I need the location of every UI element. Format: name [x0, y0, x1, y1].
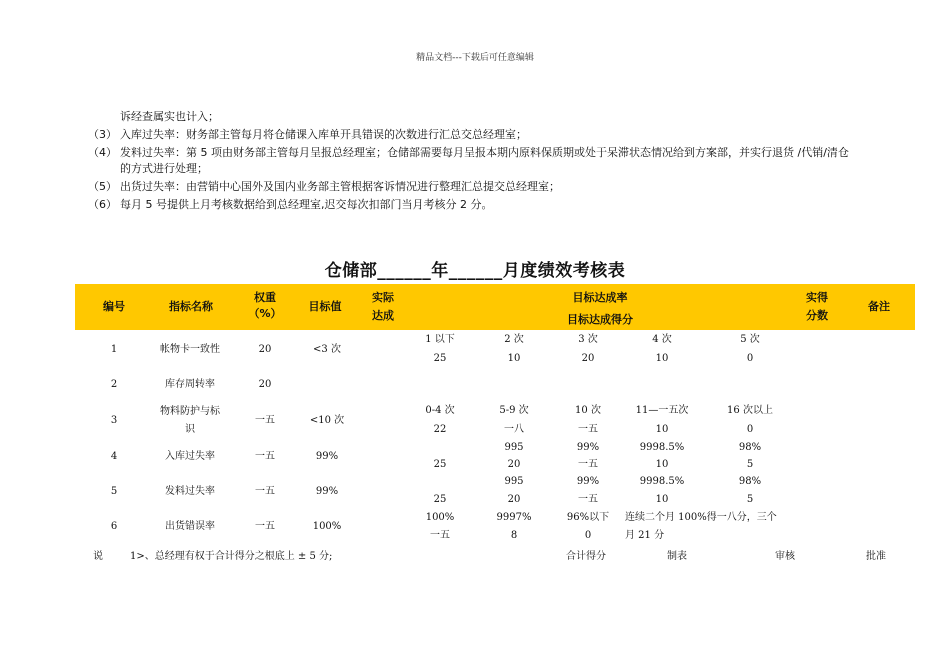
- rate-cell: 995: [504, 476, 524, 487]
- row-weight: 20: [258, 344, 272, 355]
- score-cell: 10: [655, 494, 669, 505]
- row-weight: 一五: [255, 415, 275, 426]
- footer-label: 说: [93, 551, 103, 562]
- col-name: 指标名称: [169, 300, 213, 313]
- rate-cell: 4 次: [652, 334, 672, 345]
- score-cell: 0: [746, 353, 754, 364]
- row-no: 3: [110, 415, 118, 426]
- col-actual: 实际: [372, 291, 394, 304]
- col-weight: 权重: [254, 291, 276, 304]
- paragraph-number: （4）: [88, 146, 117, 159]
- row-weight: 20: [258, 379, 272, 390]
- rate-cell: 995: [504, 442, 524, 453]
- col-weight-unit: （%）: [248, 307, 282, 320]
- footer-note: 1>、总经理有权于合计得分之根底上 ± 5 分;: [130, 551, 333, 562]
- row-weight: 一五: [255, 486, 275, 497]
- row-weight: 一五: [255, 521, 275, 532]
- paragraph-text: 诉经查属实也计入；: [120, 110, 219, 123]
- rate-cell: 96%以下: [566, 512, 610, 523]
- score-cell: 25: [433, 353, 447, 364]
- row-no: 1: [110, 344, 118, 355]
- score-cell: 10: [507, 353, 521, 364]
- row-name: 库存周转率: [165, 379, 215, 390]
- rate-cell: 2 次: [504, 334, 524, 345]
- paragraph-line: [88, 162, 208, 176]
- paragraph-line: [88, 110, 219, 124]
- row-name-2: 识: [185, 424, 195, 435]
- table-header: [75, 284, 915, 330]
- paragraph-text: 每月 5 号提供上月考核数据给到总经理室,迟交每次扣部门当月考核分 2 分。: [120, 198, 493, 211]
- rate-cell: 0-4 次: [425, 405, 455, 416]
- score-cell: 25: [433, 494, 447, 505]
- paragraph-text: 发料过失率：第 5 项由财务部主管每月呈报总经理室；仓储部需要每月呈报本期内原料保质期或处于呆滞状态情况给到方案部，并实行退货 /代销/清仓: [120, 146, 849, 159]
- rate-cell: 9997%: [496, 512, 532, 523]
- score-cell: 20: [507, 494, 521, 505]
- row-target: <3 次: [313, 344, 341, 355]
- rate-cell: 16 次以上: [727, 405, 773, 416]
- rate-note: 连续二个月 100%得一八分，三个: [625, 512, 777, 523]
- row-no: 2: [110, 379, 118, 390]
- score-cell: 22: [433, 424, 447, 435]
- paragraph-text: 入库过失率：财务部主管每月将仓储课入库单开具错误的次数进行汇总交总经理室；: [120, 128, 527, 141]
- rate-cell: 5-9 次: [499, 405, 529, 416]
- footer-made: 制表: [667, 551, 687, 562]
- footer-review: 审核: [775, 551, 795, 562]
- row-no: 5: [110, 486, 118, 497]
- score-cell: 10: [655, 424, 669, 435]
- rate-cell: 100%: [425, 512, 455, 523]
- paragraph-number: （5）: [88, 180, 117, 193]
- score-note: 月 21 分: [625, 530, 665, 541]
- paragraph-line: [88, 180, 560, 194]
- col-no: 编号: [103, 300, 125, 313]
- rate-cell: 9998.5%: [639, 476, 685, 487]
- paragraph-text: 出货过失率：由营销中心国外及国内业务部主管根据客诉情况进行整理汇总提交总经理室；: [120, 180, 560, 193]
- score-cell: 0: [584, 530, 592, 541]
- rate-cell: 3 次: [578, 334, 598, 345]
- footer-total: 合计得分: [566, 551, 606, 562]
- row-weight: 一五: [255, 451, 275, 462]
- table-title: 仓储部______年______月度绩效考核表: [324, 261, 626, 281]
- score-cell: 5: [746, 494, 754, 505]
- page-header: 精品文档---下载后可任意编辑: [416, 53, 534, 63]
- rate-cell: 98%: [738, 476, 762, 487]
- paragraph-line: [88, 128, 527, 142]
- paragraph-line: [88, 198, 492, 212]
- rate-cell: 98%: [738, 442, 762, 453]
- rate-cell: 99%: [576, 476, 600, 487]
- col-target: 目标值: [308, 300, 342, 313]
- paragraph-number: （3）: [88, 128, 117, 141]
- row-target: 99%: [315, 486, 339, 497]
- row-name: 物料防护与标: [160, 406, 220, 417]
- col-got: 实得: [806, 291, 828, 304]
- rate-cell: 10 次: [575, 405, 601, 416]
- row-target: 99%: [315, 451, 339, 462]
- row-name: 入库过失率: [165, 451, 215, 462]
- paragraph-number: （6）: [88, 198, 117, 211]
- col-score: 目标达成得分: [567, 313, 633, 326]
- paragraph-text: 的方式进行处理；: [120, 162, 208, 175]
- score-cell: 一八: [504, 424, 524, 435]
- score-cell: 10: [655, 353, 669, 364]
- score-cell: 20: [507, 459, 521, 470]
- row-no: 4: [110, 451, 118, 462]
- col-rate: 目标达成率: [572, 291, 628, 304]
- rate-cell: 5 次: [740, 334, 760, 345]
- row-name: 帐物卡一致性: [160, 344, 220, 355]
- row-name: 出货错误率: [165, 521, 215, 532]
- rate-cell: 9998.5%: [639, 442, 685, 453]
- score-cell: 一五: [578, 459, 598, 470]
- score-cell: 20: [581, 353, 595, 364]
- footer-approve: 批准: [866, 551, 886, 562]
- rate-cell: 11—一五次: [635, 405, 689, 416]
- col-actual-2: 达成: [372, 309, 394, 322]
- score-cell: 一五: [578, 494, 598, 505]
- score-cell: 0: [746, 424, 754, 435]
- score-cell: 一五: [430, 530, 450, 541]
- score-cell: 一五: [578, 424, 598, 435]
- col-remark: 备注: [868, 300, 890, 313]
- row-target: <10 次: [309, 415, 345, 426]
- score-cell: 10: [655, 459, 669, 470]
- col-got-2: 分数: [806, 309, 828, 322]
- score-cell: 5: [746, 459, 754, 470]
- rate-cell: 99%: [576, 442, 600, 453]
- row-name: 发料过失率: [165, 486, 215, 497]
- row-target: 100%: [312, 521, 342, 532]
- row-no: 6: [110, 521, 118, 532]
- score-cell: 25: [433, 459, 447, 470]
- paragraph-line: [88, 146, 849, 160]
- rate-cell: 1 以下: [425, 334, 455, 345]
- score-cell: 8: [510, 530, 518, 541]
